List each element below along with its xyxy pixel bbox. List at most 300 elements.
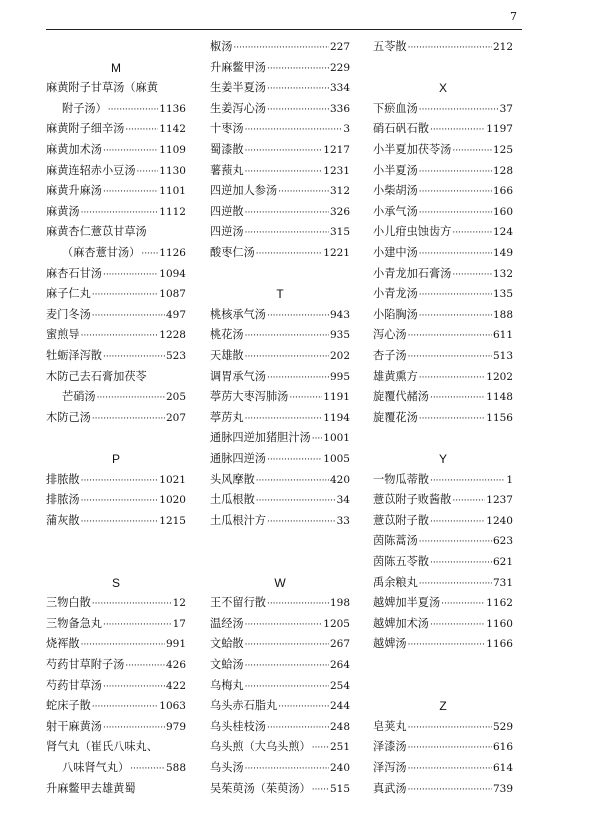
leader-dots [312, 429, 323, 449]
entry-name: 茵陈蒿汤 [373, 534, 418, 548]
entry-name: 三物备急丸 [46, 616, 102, 630]
entry-name: 芍药甘草附子汤 [46, 658, 125, 671]
index-entry [210, 428, 350, 448]
index-entry [46, 490, 186, 510]
entry-name: 葶苈丸 [210, 410, 244, 424]
entry-page-number: 616 [492, 741, 513, 754]
entry-page-number: 248 [329, 720, 350, 733]
entry-name: 升麻鳖甲去雄黄蜀 [46, 781, 136, 795]
index-entry [210, 58, 350, 78]
leader-dots [103, 677, 165, 697]
index-entry [46, 387, 186, 407]
entry-page-number: 1094 [159, 267, 186, 280]
leader-dots [245, 162, 323, 182]
entry-name: 蛇床子散 [46, 699, 91, 713]
entry-page-number: 1205 [323, 617, 350, 630]
leader-dots [408, 635, 486, 655]
entry-name: 蜀漆散 [210, 143, 244, 156]
index-entry [210, 470, 350, 490]
index-entry [373, 119, 513, 139]
index-entry [373, 222, 513, 242]
entry-name: 乌头桂枝汤 [210, 719, 266, 733]
entry-page-number: 513 [492, 350, 513, 362]
index-entry [210, 676, 350, 696]
entry-name: 桃花汤 [210, 328, 244, 342]
index-entry [46, 655, 186, 675]
index-entry [46, 758, 186, 778]
entry-page-number: 1160 [486, 617, 513, 630]
entry-name: 三物白散 [46, 596, 91, 610]
entry-page-number: 1020 [159, 494, 186, 507]
entry-page-number: 1197 [486, 123, 513, 136]
entry-name: 泽泻汤 [373, 761, 407, 774]
entry-name: 文蛤汤 [210, 658, 244, 671]
entry-page-number: 251 [329, 741, 350, 754]
entry-name: 越婢加半夏汤 [373, 596, 441, 610]
leader-dots [81, 326, 159, 346]
entry-name: 旋覆花汤 [373, 410, 418, 424]
entry-name: 泽漆汤 [373, 740, 407, 754]
entry-page-number: 12 [172, 597, 186, 610]
leader-dots [452, 141, 492, 161]
section-letter-x: X [438, 81, 447, 96]
leader-dots [419, 244, 492, 264]
leader-dots [419, 162, 492, 182]
index-entry [210, 346, 350, 366]
entry-page-number: 160 [492, 205, 513, 218]
entry-name: 四逆散 [210, 204, 244, 218]
entry-name: 乌梅丸 [210, 678, 244, 692]
entry-page-number: 264 [329, 659, 350, 671]
leader-dots [108, 100, 159, 120]
entry-name: 葶苈大枣泻肺汤 [210, 390, 289, 404]
index-entry [373, 717, 513, 737]
entry-page-number: 1191 [323, 391, 350, 404]
leader-dots [430, 512, 485, 532]
leader-dots [408, 738, 492, 758]
index-entry [210, 614, 350, 634]
index-entry [46, 119, 186, 139]
index-entry [210, 243, 350, 263]
leader-dots [419, 285, 492, 305]
entry-name: 通脉四逆汤 [210, 452, 266, 465]
leader-dots [103, 615, 172, 635]
entry-page-number: 267 [329, 638, 350, 651]
entry-page-number: 1221 [323, 247, 350, 259]
entry-name: 王不留行散 [210, 596, 266, 610]
entry-name: 乌头赤石脂丸 [210, 699, 278, 713]
leader-dots [408, 759, 492, 779]
index-entry [210, 37, 350, 57]
entry-page-number: 426 [165, 659, 186, 671]
entry-page-number: 17 [172, 617, 186, 630]
leader-dots [245, 347, 329, 367]
leader-dots [452, 491, 485, 511]
index-entry [46, 511, 186, 531]
leader-dots [245, 635, 329, 655]
entry-name: 烧裈散 [46, 637, 80, 651]
index-entry [373, 614, 513, 634]
index-entry [46, 222, 186, 242]
section-letter-p: P [111, 452, 120, 466]
index-entry [210, 325, 350, 345]
entry-name: 椒汤 [210, 40, 233, 53]
entry-page-number: 1101 [159, 185, 186, 198]
index-entry [46, 264, 186, 284]
index-entry [46, 593, 186, 613]
leader-dots [408, 38, 492, 58]
leader-dots [419, 532, 492, 552]
index-entry [373, 470, 513, 490]
index-entry [210, 202, 350, 222]
index-entry [373, 284, 513, 304]
leader-dots [103, 347, 165, 367]
entry-name: 麻黄升麻汤 [46, 184, 102, 198]
index-entry [373, 367, 513, 387]
entry-name: 酸枣仁汤 [210, 246, 255, 259]
entry-page-number: 135 [492, 288, 513, 301]
entry-page-number: 621 [492, 556, 513, 568]
index-entry [373, 490, 513, 510]
entry-name: 硝石矾石散 [373, 122, 429, 136]
section-letter-m: M [111, 60, 121, 75]
leader-dots [408, 326, 492, 346]
section-letter-w: W [274, 575, 286, 590]
entry-page-number: 1130 [159, 164, 186, 177]
entry-page-number: 943 [329, 308, 350, 321]
leader-dots [267, 79, 329, 99]
leader-dots [81, 512, 159, 532]
entry-page-number: 739 [492, 782, 513, 795]
leader-dots [408, 347, 492, 367]
leader-dots [419, 203, 492, 223]
entry-name: 薏苡附子败酱散 [373, 493, 452, 507]
leader-dots [267, 59, 329, 79]
entry-name: 小承气汤 [373, 204, 418, 218]
entry-name: 小青龙汤 [373, 287, 418, 301]
entry-page-number: 1166 [486, 638, 513, 651]
entry-name: 越婢汤 [373, 637, 407, 651]
entry-name: （麻杏薏甘汤） [62, 246, 141, 259]
entry-name: 皂荚丸 [373, 719, 407, 733]
entry-page-number: 588 [165, 762, 186, 774]
leader-dots [130, 759, 165, 779]
entry-name: 温经汤 [210, 616, 244, 630]
entry-page-number: 166 [492, 185, 513, 198]
leader-dots [92, 697, 159, 717]
entry-name: 越婢加术汤 [373, 616, 429, 630]
entry-page-number: 124 [492, 226, 513, 239]
entry-name: 一物瓜蒂散 [373, 472, 429, 486]
entry-name: 吴茱萸汤（茱萸汤） [210, 781, 311, 795]
index-entry [46, 367, 186, 387]
index-entry [46, 470, 186, 490]
entry-page-number: 420 [329, 473, 350, 486]
index-entry [373, 758, 513, 778]
entry-page-number: 1194 [323, 411, 350, 424]
leader-dots [125, 120, 158, 140]
header-rule [46, 29, 522, 30]
entry-name: 生姜泻心汤 [210, 101, 266, 115]
entry-name: 小半夏汤 [373, 163, 418, 177]
entry-name: 四逆加人参汤 [210, 184, 278, 198]
leader-dots [267, 512, 336, 532]
entry-name: 蜜煎导 [46, 328, 80, 342]
entry-page-number: 229 [329, 61, 350, 74]
entry-page-number: 254 [329, 679, 350, 692]
entry-page-number: 991 [165, 638, 186, 651]
entry-page-number: 1162 [486, 597, 513, 610]
index-entry [373, 202, 513, 222]
entry-name: 杏子汤 [373, 349, 407, 362]
leader-dots [81, 491, 159, 511]
leader-dots [419, 409, 486, 429]
leader-dots [452, 265, 492, 285]
entry-page-number: 315 [329, 226, 350, 239]
entry-name: 头风摩散 [210, 472, 255, 486]
entry-page-number: 1228 [159, 329, 186, 342]
index-entry [210, 99, 350, 119]
leader-dots [81, 635, 165, 655]
leader-dots [452, 223, 492, 243]
index-entry [373, 325, 513, 345]
index-entry [210, 222, 350, 242]
index-entry [373, 531, 513, 551]
entry-name: 下瘀血汤 [373, 101, 418, 115]
entry-page-number: 312 [329, 185, 350, 198]
index-entry [373, 552, 513, 572]
entry-page-number: 422 [165, 679, 186, 692]
index-entry [210, 161, 350, 181]
entry-page-number: 1142 [159, 123, 186, 136]
entry-name: 蒲灰散 [46, 513, 80, 527]
entry-name: 小陷胸汤 [373, 307, 418, 321]
leader-dots [408, 780, 492, 800]
leader-dots [419, 306, 492, 326]
leader-dots [430, 615, 485, 635]
leader-dots [245, 656, 329, 676]
entry-name: 麦门冬汤 [46, 307, 91, 321]
entry-page-number: 188 [492, 308, 513, 321]
entry-page-number: 3 [343, 123, 350, 136]
entry-name: 真武汤 [373, 781, 407, 795]
entry-name: 天雄散 [210, 349, 244, 362]
leader-dots [441, 594, 485, 614]
index-entry [373, 511, 513, 531]
entry-page-number: 611 [492, 329, 513, 342]
entry-name: 小半夏加茯苓汤 [373, 143, 452, 156]
section-letter-s: S [111, 575, 120, 590]
leader-dots [419, 574, 492, 594]
entry-name: 排脓散 [46, 472, 80, 486]
entry-page-number: 326 [329, 205, 350, 218]
index-entry [373, 779, 513, 799]
leader-dots [92, 306, 165, 326]
entry-page-number: 1126 [159, 247, 186, 259]
index-entry [373, 387, 513, 407]
entry-page-number: 614 [492, 762, 513, 774]
entry-page-number: 1202 [486, 370, 513, 383]
leader-dots [419, 368, 486, 388]
entry-name: 芍药甘草汤 [46, 678, 102, 692]
index-entry [210, 593, 350, 613]
entry-page-number: 1148 [486, 391, 513, 404]
entry-name: 桃核承气汤 [210, 307, 266, 321]
entry-page-number: 1063 [159, 700, 186, 713]
entry-name: 八味肾气丸） [62, 761, 130, 774]
entry-page-number: 1217 [323, 144, 350, 156]
entry-page-number: 207 [165, 411, 186, 424]
leader-dots [125, 656, 165, 676]
leader-dots [430, 471, 505, 491]
index-entry [210, 140, 350, 160]
entry-page-number: 529 [492, 720, 513, 733]
entry-page-number: 979 [165, 720, 186, 733]
index-entry [210, 387, 350, 407]
entry-name: 木防己去石膏加茯苓 [46, 369, 147, 383]
index-entry [210, 78, 350, 98]
index-entry [46, 346, 186, 366]
leader-dots [103, 141, 158, 161]
entry-page-number: 212 [492, 41, 513, 53]
leader-dots [92, 285, 159, 305]
entry-page-number: 149 [492, 247, 513, 259]
entry-name: 土瓜根汁方 [210, 513, 266, 527]
leader-dots [103, 718, 165, 738]
index-entry [373, 161, 513, 181]
entry-name: 麻子仁丸 [46, 287, 91, 301]
entry-page-number: 523 [165, 350, 186, 362]
leader-dots [256, 491, 336, 511]
leader-dots [245, 141, 323, 161]
entry-name: 牡蛎泽泻散 [46, 349, 102, 362]
index-entry [46, 161, 186, 181]
entry-name: 禹余粮丸 [373, 575, 418, 589]
index-entry [373, 593, 513, 613]
index-entry [210, 305, 350, 325]
leader-dots [245, 409, 323, 429]
leader-dots [245, 203, 329, 223]
index-entry [46, 614, 186, 634]
leader-dots [256, 244, 323, 264]
entry-name: 麻黄汤 [46, 204, 80, 218]
index-entry [46, 284, 186, 304]
index-entry [210, 449, 350, 469]
leader-dots [419, 100, 499, 120]
index-entry [373, 737, 513, 757]
index-entry [46, 305, 186, 325]
section-letter-y: Y [438, 452, 447, 466]
entry-name: 小建中汤 [373, 246, 418, 259]
index-entry [373, 305, 513, 325]
index-entry [46, 78, 186, 98]
leader-dots [419, 182, 492, 202]
index-entry [210, 737, 350, 757]
entry-name: 通脉四逆加猪胆汁汤 [210, 431, 311, 445]
entry-page-number: 128 [492, 164, 513, 177]
leader-dots [137, 162, 159, 182]
entry-name: 升麻鳖甲汤 [210, 60, 266, 74]
entry-page-number: 515 [329, 782, 350, 795]
entry-name: 茵陈五苓散 [373, 555, 429, 568]
entry-name: 芒硝汤 [62, 390, 96, 404]
index-entry [46, 325, 186, 345]
leader-dots [289, 388, 322, 408]
entry-page-number: 244 [329, 700, 350, 713]
entry-name: 小青龙加石膏汤 [373, 266, 452, 280]
entry-page-number: 33 [336, 514, 350, 527]
entry-page-number: 125 [492, 144, 513, 156]
index-entry [210, 655, 350, 675]
index-entry [210, 119, 350, 139]
entry-page-number: 240 [329, 762, 350, 774]
index-entry [373, 634, 513, 654]
entry-page-number: 1005 [323, 453, 350, 465]
entry-name: 旋覆代赭汤 [373, 390, 429, 404]
entry-page-number: 1001 [323, 432, 350, 445]
leader-dots [97, 388, 165, 408]
leader-dots [430, 120, 485, 140]
leader-dots [92, 594, 172, 614]
index-entry [210, 758, 350, 778]
entry-name: 乌头煎（大乌头煎） [210, 740, 311, 754]
entry-name: 小儿疳虫蚀齿方 [373, 225, 452, 239]
index-entry [210, 490, 350, 510]
index-entry [373, 346, 513, 366]
leader-dots [278, 182, 329, 202]
section-letter-t: T [276, 287, 284, 302]
entry-name: 薯蓣丸 [210, 163, 244, 177]
entry-name: 排脓汤 [46, 493, 80, 507]
entry-page-number: 731 [492, 576, 513, 589]
entry-page-number: 205 [165, 391, 186, 404]
index-entry [373, 37, 513, 57]
entry-name: 木防己汤 [46, 410, 91, 424]
entry-page-number: 1237 [486, 494, 513, 507]
entry-page-number: 202 [329, 350, 350, 362]
index-entry [373, 140, 513, 160]
leader-dots [245, 615, 323, 635]
leader-dots [267, 368, 329, 388]
leader-dots [312, 738, 329, 758]
entry-page-number: 132 [492, 267, 513, 280]
entry-name: 麻黄加术汤 [46, 143, 102, 156]
index-entry [210, 181, 350, 201]
leader-dots [103, 182, 158, 202]
entry-name: 文蛤散 [210, 637, 244, 651]
leader-dots [267, 306, 329, 326]
entry-name: 调胃承气汤 [210, 369, 266, 383]
index-entry [373, 408, 513, 428]
index-entry [46, 634, 186, 654]
entry-page-number: 1215 [159, 514, 186, 527]
index-entry [46, 676, 186, 696]
entry-page-number: 37 [499, 102, 513, 115]
leader-dots [267, 100, 329, 120]
entry-name: 雄黄熏方 [373, 369, 418, 383]
entry-name: 麻杏石甘汤 [46, 266, 102, 280]
leader-dots [81, 471, 159, 491]
entry-name: 薏苡附子散 [373, 513, 429, 527]
entry-name: 麻黄连轺赤小豆汤 [46, 163, 136, 177]
entry-name: 麻黄附子甘草汤（麻黄 [46, 81, 158, 95]
index-entry [373, 243, 513, 263]
index-entry [210, 408, 350, 428]
leader-dots [141, 244, 158, 264]
leader-dots [103, 265, 158, 285]
leader-dots [278, 697, 329, 717]
leader-dots [245, 120, 343, 140]
